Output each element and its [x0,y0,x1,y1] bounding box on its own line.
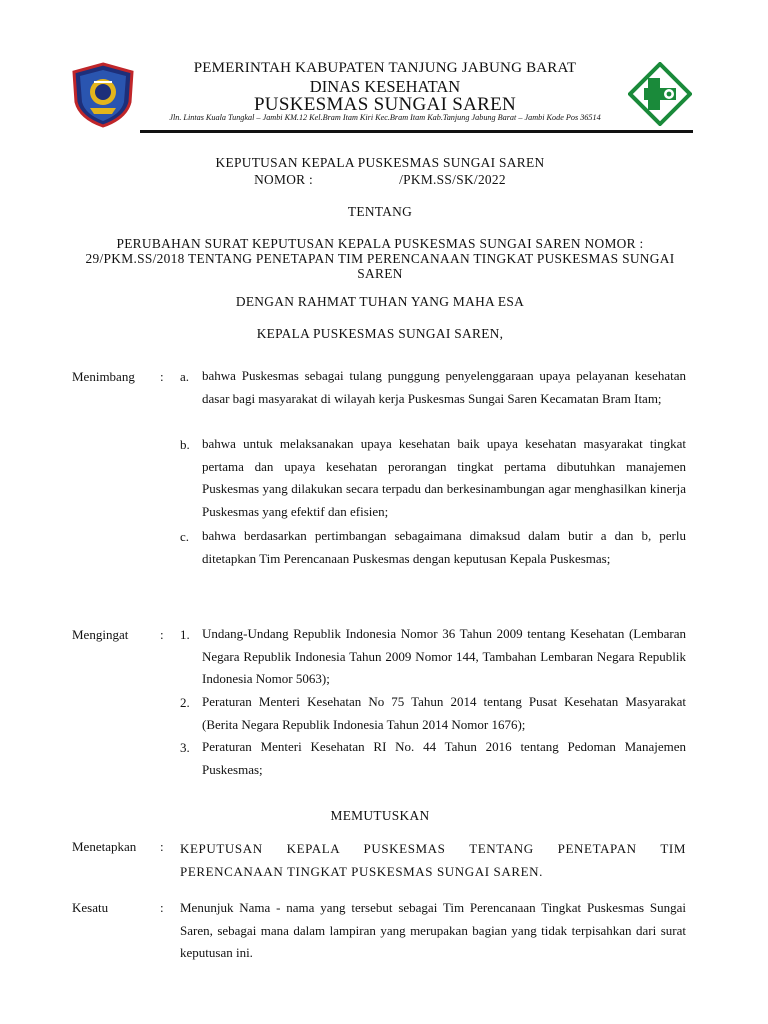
menimbang-item-b: bahwa untuk melaksanakan upaya kesehatan baik upaya kesehatan masyarakat tingkat pertama dan upaya kesehatan perorangan tingkat pertama dibutuhkan manajemen Puskesmas yang dilakukan secara terpadu dan berkesinambungan agar menghasilkan kinerja Puskesmas yang efektif dan efisien; [202,436,686,519]
menimbang-colon: : [160,369,164,384]
puskesmas-logo [628,62,692,126]
letterhead-department: DINAS KESEHATAN [309,77,461,96]
rahmat-line: DENGAN RAHMAT TUHAN YANG MAHA ESA [235,294,525,309]
menetapkan-text: KEPUTUSAN KEPALA PUSKESMAS TENTANG PENETAPAN TIM PERENCANAAN TINGKAT PUSKESMAS SUNGAI SAREN. [180,841,686,879]
menimbang-marker-c: c. [180,529,190,544]
kesatu-text: Menunjuk Nama - nama yang tersebut sebagai Tim Perencanaan Tingkat Puskesmas Sungai Saren, sebagai mana dalam lampiran yang merupakan bagian yang tidak terpisahkan dari surat keputusan ini. [180,900,686,961]
menimbang-item-a: bahwa Puskesmas sebagai tulang punggung penyelenggaraan upaya pelayanan kesehatan dasar bagi masyarakat di wilayah kerja Puskesmas Sungai Saren Kecamatan Bram Itam; [202,368,686,406]
menetapkan-label: Menetapkan [72,839,137,854]
letterhead-government: PEMERINTAH KABUPATEN TANJUNG JABUNG BARAT [193,60,577,76]
kepala-line: KEPALA PUSKESMAS SUNGAI SAREN, [256,326,504,341]
menimbang-label: Menimbang [72,369,135,384]
letterhead-divider [140,130,693,133]
tentang-heading: TENTANG [347,204,413,219]
nomor-value: /PKM.SS/SK/2022 [399,172,506,187]
kesatu-colon: : [160,900,164,915]
mengingat-label: Mengingat [72,627,129,642]
mengingat-marker-1: 1. [180,627,190,642]
mengingat-colon: : [160,627,164,642]
decree-title: KEPUTUSAN KEPALA PUSKESMAS SUNGAI SAREN [215,155,545,170]
mengingat-item-3: Peraturan Menteri Kesehatan RI No. 44 Tahun 2016 tentang Pedoman Manajemen Puskesmas; [202,739,686,777]
regency-emblem-logo [70,62,136,128]
menetapkan-colon: : [160,839,164,854]
letterhead-address: Jln. Lintas Kuala Tungkal – Jambi KM.12 Kel.Bram Itam Kiri Kec.Bram Itam Kab.Tanjung Jabung Barat – Jambi Kode Pos 36514 [169,113,601,122]
kesatu-label: Kesatu [72,900,109,915]
menimbang-marker-a: a. [180,369,190,384]
letterhead-puskesmas: PUSKESMAS SUNGAI SAREN [253,94,517,115]
decree-number [70,172,690,188]
mengingat-item-1: Undang-Undang Republik Indonesia Nomor 36 Tahun 2009 tentang Kesehatan (Lembaran Negara Republik Indonesia Tahun 2009 Nomor 144, Tambahan Lembaran Negara Republik Indonesia Nomor 5063); [202,626,686,687]
nomor-label: NOMOR : [254,172,314,187]
memutuskan-heading: MEMUTUSKAN [330,808,430,823]
mengingat-marker-3: 3. [180,740,190,755]
menimbang-item-c: bahwa berdasarkan pertimbangan sebagaimana dimaksud dalam butir a dan b, perlu ditetapkan Tim Perencanaan Puskesmas dengan keputusan Kepala Puskesmas; [202,528,686,566]
mengingat-marker-2: 2. [180,695,190,710]
mengingat-item-2: Peraturan Menteri Kesehatan No 75 Tahun 2014 tentang Pusat Kesehatan Masyarakat (Berita Negara Republik Indonesia Tahun 2014 Nomor 1676); [202,694,686,732]
menimbang-marker-b: b. [180,437,190,452]
decree-subject: PERUBAHAN SURAT KEPUTUSAN KEPALA PUSKESMAS SUNGAI SAREN NOMOR : 29/PKM.SS/2018 TENTANG PENETAPAN TIM PERENCANAAN TINGKAT PUSKESMAS SUNGAI SAREN [85,236,675,281]
